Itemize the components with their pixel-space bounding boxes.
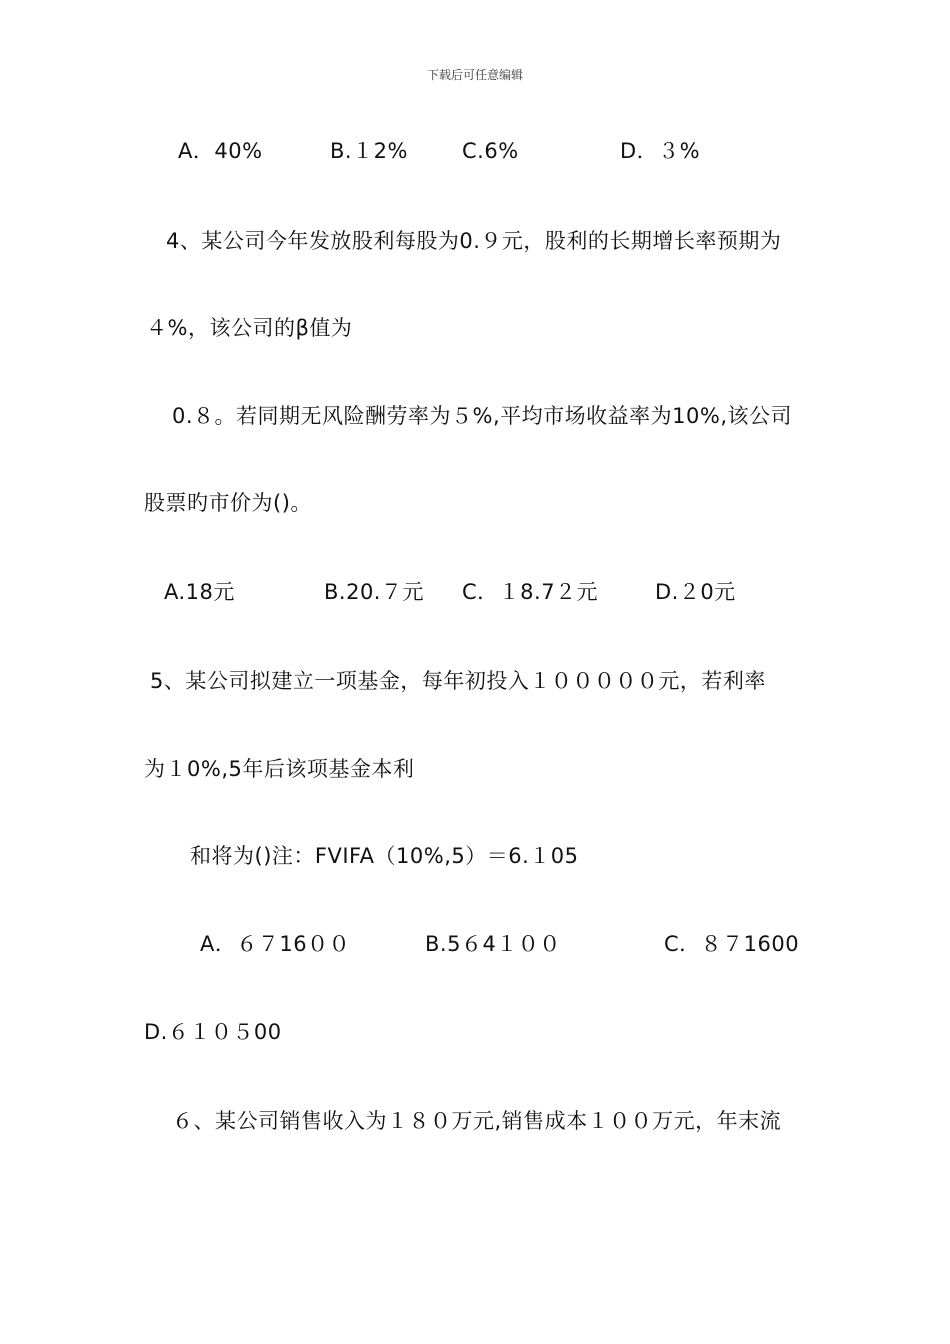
q4-line-4: 股票旳市价为()。 (144, 491, 312, 515)
q4-option-d: D.２0元 (655, 580, 736, 604)
q5-line-2: 为１0%,5年后该项基金本利 (144, 757, 415, 781)
q5-option-d: D.６１０５00 (144, 1020, 282, 1044)
q3-option-c: C.6% (462, 139, 519, 163)
q3-option-d: D．３% (620, 139, 701, 163)
q3-option-b: B.１2% (330, 139, 408, 163)
q5-option-b: B.5６4１００ (425, 932, 561, 956)
q4-option-c: C．１8.7２元 (462, 580, 599, 604)
q4-line-3: 0.８。若同期无风险酬劳率为５%,平均市场收益率为10%,该公司 (172, 404, 793, 428)
q4-option-b: B.20.７元 (324, 580, 424, 604)
q6-line-1: ６、某公司销售收入为１８０万元,销售成本１００万元，年末流 (172, 1109, 782, 1133)
q5-line-1: 5、某公司拟建立一项基金，每年初投入１０００００元，若利率 (150, 669, 766, 693)
q3-option-a: A．40% (178, 139, 263, 163)
q5-option-a: A．６７16００ (200, 932, 351, 956)
q5-option-c: C．８７1600 (664, 932, 800, 956)
q4-option-a: A.18元 (164, 580, 235, 604)
q4-line-2: ４%，该公司的β值为 (146, 316, 353, 340)
q4-line-1: 4、某公司今年发放股利每股为0.９元，股利的长期增长率预期为 (166, 229, 782, 253)
q5-line-3: 和将为()注：FVIFA（10%,5）＝6.１05 (190, 844, 579, 868)
page-header: 下载后可任意编辑 (426, 68, 523, 82)
